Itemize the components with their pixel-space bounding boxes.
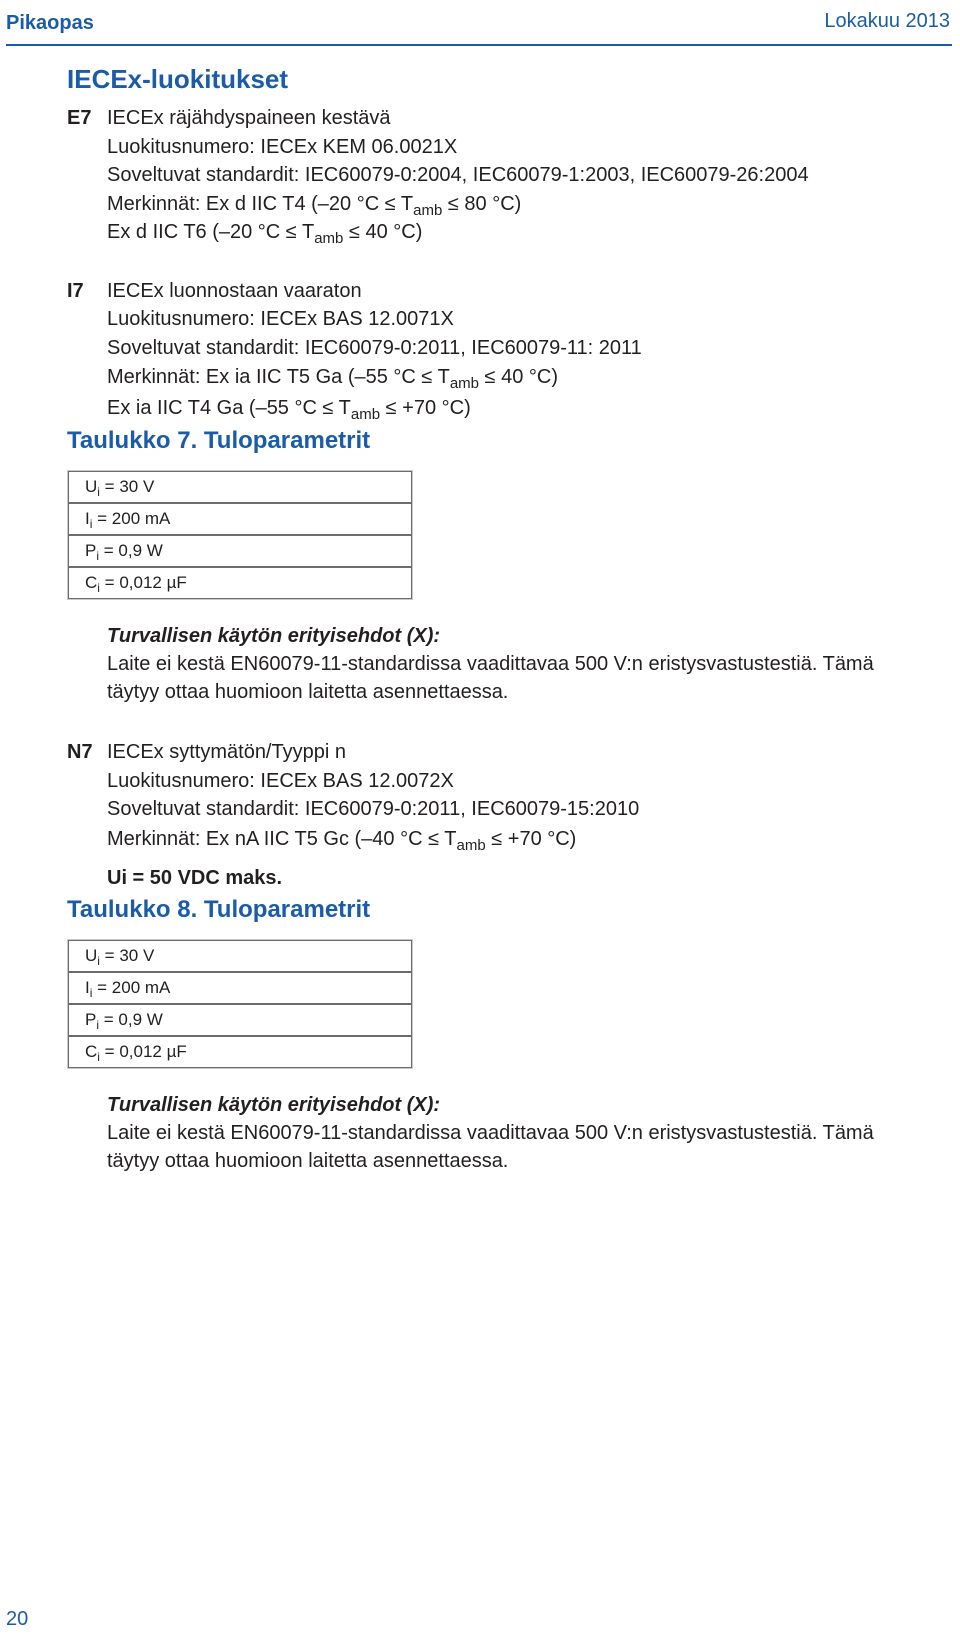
doc-date: Lokakuu 2013 <box>824 10 950 32</box>
entry-n7 <box>67 738 947 855</box>
entry-standards: Soveltuvat standardit: IEC60079-0:2011, IEC60079-15:2010 <box>107 798 640 820</box>
entry-marking: Merkinnät: Ex ia IIC T5 Ga (–55 $^\circ C \le T_{amb} \le 40$ °C) <box>107 366 558 392</box>
conditions-text: täytyy ottaa huomioon laitetta asennettaessa. <box>107 1149 509 1172</box>
doc-title: Pikaopas <box>6 12 94 34</box>
section-title: IECEx-luokitukset <box>67 64 289 94</box>
entry-title: IECEx syttymätön/Tyyppi n <box>107 741 346 763</box>
entry-marking: Merkinnät: Ex nA IIC T5 Gc (–40 $^\circ C \le T_{amb} \le +70$ °C) <box>107 827 577 854</box>
table-row: $C_i = 0,012$ µF <box>68 567 412 599</box>
entry-marking: Ex d IIC T6 (–20 $^\circ C \le T_{amb} \le 40$ °C) <box>107 221 423 247</box>
entry-standards: Soveltuvat standardit: IEC60079-0:2011, IEC60079-11: 2011 <box>107 336 642 359</box>
params-table-8 <box>67 939 413 1069</box>
entry-cert: Luokitusnumero: IECEx BAS 12.0072X <box>107 769 454 792</box>
table-row: $U_i = 30$ V <box>68 471 412 503</box>
special-conditions <box>107 622 947 706</box>
table-row: $C_i = 0,012$ µF <box>68 1036 412 1068</box>
conditions-heading: Turvallisen käytön erityisehdot (X): <box>107 1093 441 1116</box>
table-row: $P_i = 0,9$ W <box>68 1004 412 1036</box>
entry-e7 <box>67 104 947 247</box>
entry-title: IECEx räjähdyspaineen kestävä <box>107 107 391 129</box>
conditions-text: Laite ei kestä EN60079-11-standardissa vaadittavaa 500 V:n eristysvastustestiä. Tämä <box>107 1121 874 1144</box>
entry-cert: Luokitusnumero: IECEx BAS 12.0071X <box>107 308 454 330</box>
conditions-heading: Turvallisen käytön erityisehdot (X): <box>107 625 441 647</box>
table-row: $I_i = 200$ mA <box>68 503 412 535</box>
table-row: $U_i = 30$ V <box>68 940 412 972</box>
entry-marking: Merkinnät: Ex d IIC T4 (–20 $^\circ C \le T_{amb} \le 80$ °C) <box>107 192 522 219</box>
entry-standards: Soveltuvat standardit: IEC60079-0:2004, IEC60079-1:2003, IEC60079-26:2004 <box>107 164 809 186</box>
table-title: Taulukko 7. Tuloparametrit <box>67 427 371 454</box>
page-header <box>6 6 952 46</box>
entry-code: I7 <box>67 279 84 302</box>
table-title: Taulukko 8. Tuloparametrit <box>67 895 371 923</box>
conditions-text: täytyy ottaa huomioon laitetta asennettaessa. <box>107 681 509 703</box>
conditions-text: Laite ei kestä EN60079-11-standardissa vaadittavaa 500 V:n eristysvastustestiä. Tämä <box>107 653 874 675</box>
entry-title: IECEx luonnostaan vaaraton <box>107 279 362 302</box>
table-row: $P_i = 0,9$ W <box>68 535 412 567</box>
params-table-7 <box>67 470 413 600</box>
table-row: $I_i = 200$ mA <box>68 972 412 1004</box>
entry-code: N7 <box>67 741 93 763</box>
entry-cert: Luokitusnumero: IECEx KEM 06.0021X <box>107 135 458 158</box>
entry-i7 <box>67 277 947 425</box>
voltage-note: Ui = 50 VDC maks. <box>107 866 283 889</box>
special-conditions <box>107 1091 947 1175</box>
entry-code: E7 <box>67 107 92 129</box>
entry-marking: Ex ia IIC T4 Ga (–55 $^\circ C \le T_{amb} \le +70$ °C) <box>107 397 471 423</box>
page-content <box>67 62 947 1175</box>
page-number: 20 <box>6 1608 29 1630</box>
